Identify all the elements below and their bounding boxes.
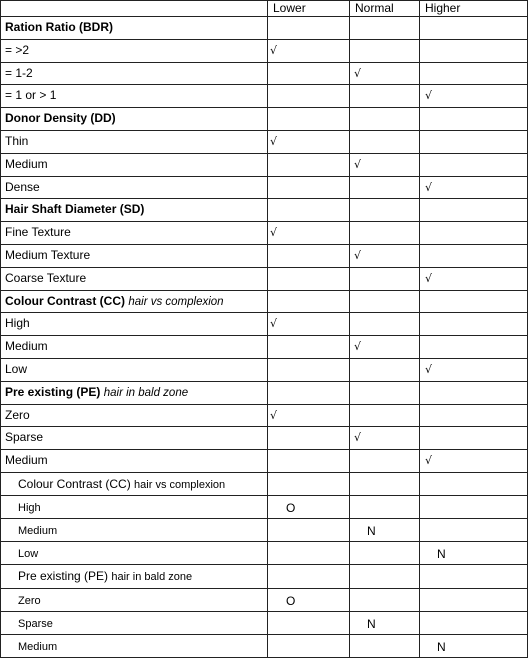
n-mark: N <box>437 640 446 654</box>
value-cell <box>420 519 528 542</box>
label-cell <box>0 313 268 336</box>
value-cell <box>268 450 350 473</box>
column-header-higher: Higher <box>425 1 461 15</box>
item-label: High <box>5 316 30 330</box>
section-row <box>0 473 528 496</box>
n-mark: N <box>367 524 376 538</box>
value-cell <box>350 473 420 496</box>
value-cell <box>420 85 528 108</box>
item-row <box>0 359 528 382</box>
item-label: Coarse Texture <box>5 271 87 285</box>
section-title <box>5 385 188 401</box>
item-row <box>0 154 528 177</box>
value-cell <box>350 382 420 405</box>
value-cell <box>420 245 528 268</box>
header-normal-cell <box>350 0 420 17</box>
section-title-text: Hair Shaft Diameter (SD) <box>5 202 145 216</box>
section-title-text: Ration Ratio (BDR) <box>5 20 113 34</box>
value-cell <box>350 268 420 291</box>
value-cell <box>268 542 350 565</box>
value-cell <box>268 427 350 450</box>
value-cell <box>268 63 350 85</box>
section-note: hair vs complexion <box>128 296 224 308</box>
item-row <box>0 589 528 612</box>
value-cell <box>268 131 350 154</box>
value-cell <box>350 635 420 658</box>
value-cell <box>268 313 350 336</box>
label-cell <box>0 612 268 635</box>
circle-mark: O <box>286 501 296 515</box>
item-label: Fine Texture <box>5 225 71 239</box>
item-row <box>0 177 528 199</box>
check-mark: √ <box>354 158 362 171</box>
header-blank-cell <box>0 0 268 17</box>
header-lower-cell <box>268 0 350 17</box>
value-cell <box>268 108 350 131</box>
value-cell <box>268 635 350 658</box>
value-cell <box>350 40 420 63</box>
value-cell <box>350 17 420 40</box>
label-cell <box>0 85 268 108</box>
value-cell <box>268 40 350 63</box>
value-cell <box>268 245 350 268</box>
value-cell <box>420 63 528 85</box>
label-cell <box>0 473 268 496</box>
n-mark: N <box>367 617 376 631</box>
value-cell <box>420 405 528 427</box>
label-cell <box>0 245 268 268</box>
value-cell <box>420 565 528 589</box>
section-title-text: Colour Contrast (CC) <box>5 294 125 308</box>
value-cell <box>268 612 350 635</box>
section-title <box>5 294 224 310</box>
item-label: Medium Texture <box>5 248 91 262</box>
value-cell <box>420 496 528 519</box>
value-cell <box>420 382 528 405</box>
check-mark: √ <box>425 181 433 194</box>
value-cell <box>268 17 350 40</box>
value-cell <box>268 519 350 542</box>
label-cell <box>0 177 268 199</box>
value-cell <box>268 565 350 589</box>
section-title <box>18 477 225 493</box>
label-cell <box>0 382 268 405</box>
value-cell <box>420 336 528 359</box>
section-row <box>0 565 528 589</box>
label-cell <box>0 40 268 63</box>
label-cell <box>0 199 268 222</box>
item-label: Sparse <box>18 618 53 630</box>
label-cell <box>0 17 268 40</box>
section-note: hair vs complexion <box>134 479 226 491</box>
check-mark: √ <box>270 135 278 148</box>
value-cell <box>268 177 350 199</box>
item-label: Low <box>18 548 39 560</box>
check-mark: √ <box>425 363 433 376</box>
item-row <box>0 519 528 542</box>
check-mark: √ <box>270 226 278 239</box>
value-cell <box>350 177 420 199</box>
section-title-text: Donor Density (DD) <box>5 111 116 125</box>
value-cell <box>268 473 350 496</box>
value-cell <box>420 177 528 199</box>
value-cell <box>350 496 420 519</box>
value-cell <box>350 291 420 313</box>
label-cell <box>0 542 268 565</box>
check-mark: √ <box>425 454 433 467</box>
item-row <box>0 496 528 519</box>
check-mark: √ <box>354 340 362 353</box>
column-header-normal: Normal <box>355 1 394 15</box>
label-cell <box>0 450 268 473</box>
label-cell <box>0 154 268 177</box>
label-cell <box>0 222 268 245</box>
item-label: Sparse <box>5 430 44 444</box>
section-row <box>0 291 528 313</box>
circle-mark: O <box>286 594 296 608</box>
check-mark: √ <box>425 89 433 102</box>
item-row <box>0 313 528 336</box>
value-cell <box>350 131 420 154</box>
value-cell <box>350 405 420 427</box>
section-row <box>0 382 528 405</box>
value-cell <box>420 108 528 131</box>
label-cell <box>0 63 268 85</box>
value-cell <box>350 85 420 108</box>
header-row <box>0 0 528 17</box>
section-row <box>0 199 528 222</box>
value-cell <box>350 519 420 542</box>
value-cell <box>268 405 350 427</box>
value-cell <box>420 589 528 612</box>
value-cell <box>420 359 528 382</box>
item-label: Medium <box>5 453 48 467</box>
item-row <box>0 40 528 63</box>
value-cell <box>350 565 420 589</box>
value-cell <box>268 268 350 291</box>
check-mark: √ <box>425 272 433 285</box>
label-cell <box>0 108 268 131</box>
value-cell <box>350 450 420 473</box>
value-cell <box>350 542 420 565</box>
section-note: hair in bald zone <box>111 571 193 583</box>
label-cell <box>0 635 268 658</box>
section-title-text: Colour Contrast (CC) <box>18 477 131 491</box>
value-cell <box>350 313 420 336</box>
section-title-text: Pre existing (PE) <box>5 385 101 399</box>
value-cell <box>350 222 420 245</box>
item-label: Medium <box>18 641 58 653</box>
value-cell <box>420 291 528 313</box>
value-cell <box>268 85 350 108</box>
item-row <box>0 450 528 473</box>
value-cell <box>268 291 350 313</box>
value-cell <box>420 199 528 222</box>
value-cell <box>268 154 350 177</box>
check-mark: √ <box>270 44 278 57</box>
section-title <box>5 202 144 217</box>
label-cell <box>0 427 268 450</box>
label-cell <box>0 359 268 382</box>
check-mark: √ <box>270 317 278 330</box>
item-row <box>0 542 528 565</box>
label-cell <box>0 336 268 359</box>
n-mark: N <box>437 547 446 561</box>
value-cell <box>420 612 528 635</box>
value-cell <box>420 131 528 154</box>
item-label: Zero <box>18 595 41 607</box>
value-cell <box>350 199 420 222</box>
column-header-lower: Lower <box>273 1 306 15</box>
item-label: Dense <box>5 180 40 194</box>
value-cell <box>268 222 350 245</box>
value-cell <box>268 589 350 612</box>
value-cell <box>350 108 420 131</box>
value-cell <box>268 336 350 359</box>
value-cell <box>268 359 350 382</box>
value-cell <box>350 359 420 382</box>
section-title <box>5 111 116 126</box>
value-cell <box>420 427 528 450</box>
item-label: High <box>18 502 41 514</box>
section-row <box>0 108 528 131</box>
item-row <box>0 131 528 154</box>
label-cell <box>0 405 268 427</box>
item-row <box>0 612 528 635</box>
check-mark: √ <box>270 409 278 422</box>
label-cell <box>0 496 268 519</box>
value-cell <box>420 313 528 336</box>
label-cell <box>0 131 268 154</box>
item-row <box>0 63 528 85</box>
value-cell <box>420 40 528 63</box>
label-cell <box>0 519 268 542</box>
item-row <box>0 245 528 268</box>
value-cell <box>350 589 420 612</box>
item-label: = 1-2 <box>5 66 33 80</box>
item-label: = 1 or > 1 <box>5 88 57 102</box>
item-label: Low <box>5 362 28 376</box>
label-cell <box>0 291 268 313</box>
value-cell <box>268 496 350 519</box>
item-label: Medium <box>5 157 48 171</box>
value-cell <box>268 382 350 405</box>
value-cell <box>420 222 528 245</box>
item-label: Medium <box>18 525 58 537</box>
value-cell <box>420 154 528 177</box>
check-mark: √ <box>354 67 362 80</box>
item-row <box>0 405 528 427</box>
section-title <box>18 569 192 585</box>
section-title <box>5 20 113 35</box>
label-cell <box>0 268 268 291</box>
value-cell <box>350 612 420 635</box>
check-mark: √ <box>354 249 362 262</box>
value-cell <box>268 199 350 222</box>
item-label: = >2 <box>5 43 30 57</box>
item-row <box>0 85 528 108</box>
section-row <box>0 17 528 40</box>
label-cell <box>0 565 268 589</box>
item-row <box>0 268 528 291</box>
value-cell <box>420 17 528 40</box>
item-row <box>0 336 528 359</box>
item-label: Medium <box>5 339 48 353</box>
header-higher-cell <box>420 0 528 17</box>
value-cell <box>420 268 528 291</box>
section-note: hair in bald zone <box>103 387 189 399</box>
value-cell <box>420 450 528 473</box>
label-cell <box>0 589 268 612</box>
value-cell <box>420 473 528 496</box>
item-row <box>0 222 528 245</box>
item-row <box>0 427 528 450</box>
item-label: Zero <box>5 408 30 422</box>
check-mark: √ <box>354 431 362 444</box>
section-title-text: Pre existing (PE) <box>18 569 109 583</box>
item-row <box>0 635 528 658</box>
item-label: Thin <box>5 134 29 148</box>
